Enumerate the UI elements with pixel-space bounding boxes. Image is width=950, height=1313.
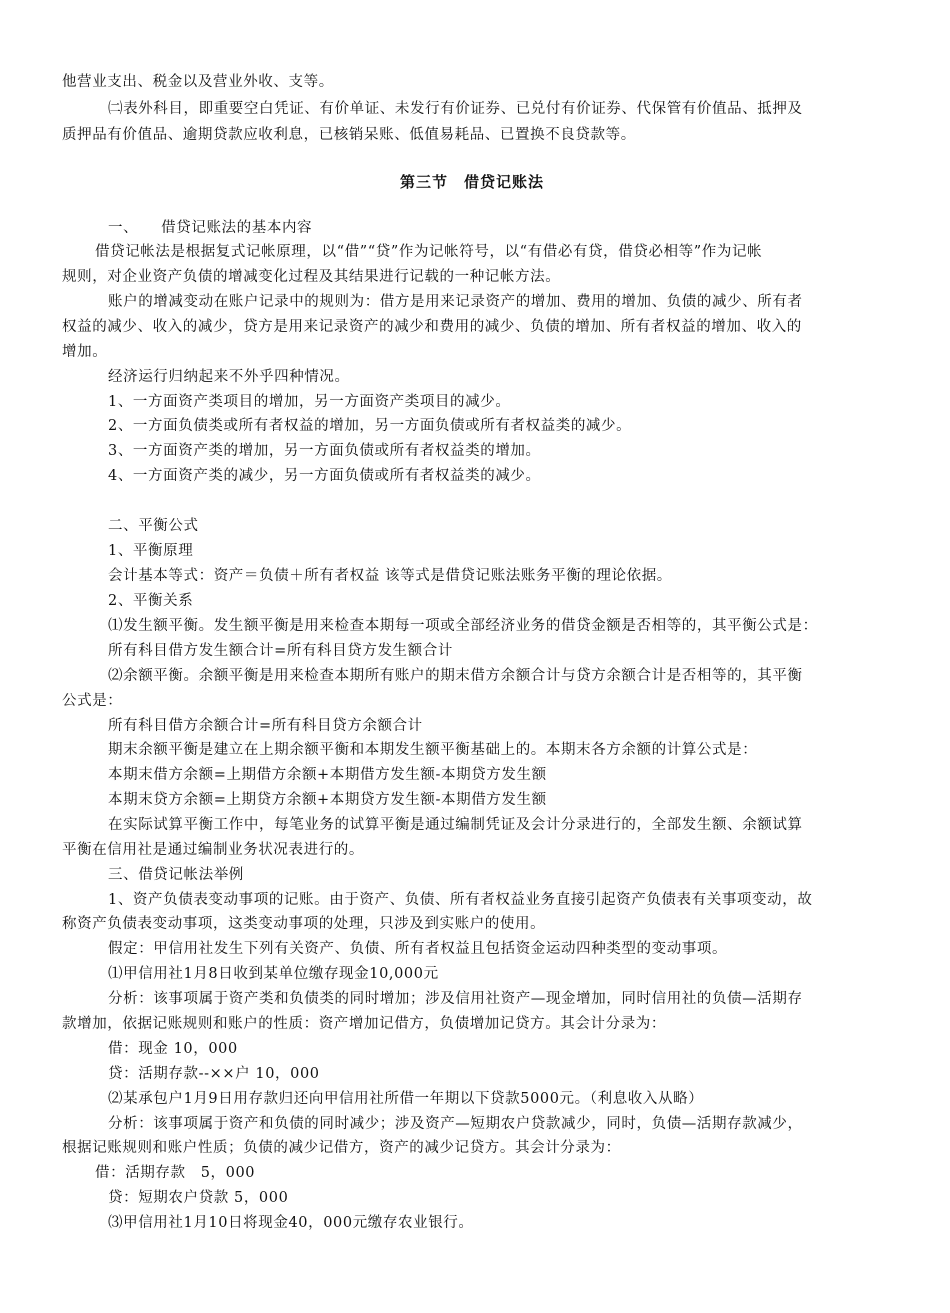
text-line: ⑴发生额平衡。发生额平衡是用来检查本期每一项或全部经济业务的借贷金额是否相等的，其平衡公式是： [108,618,818,634]
text-line: 借贷记帐法是根据复式记帐原理，以“借”“贷”作为记帐符号，以“有借必有贷，借贷必相等”作为记帐 [95,244,763,260]
text-line: 公式是： [62,693,123,709]
subheading: 1、平衡原理 [108,543,194,559]
text-line: 称资产负债表变动事项，这类变动事项的处理，只涉及到实账户的使用。 [62,916,546,932]
subheading: 2、平衡关系 [108,593,194,609]
text-line: 期末余额平衡是建立在上期余额平衡和本期发生额平衡基础上的。本期末各方余额的计算公式是： [108,742,758,758]
text-line: ㈡表外科目，即重要空白凭证、有价单证、未发行有价证券、已兑付有价证券、代保管有价值品、抵押及 [108,101,803,117]
heading: 二、平衡公式 [108,518,199,534]
text-line: 分析：该事项属于资产类和负债类的同时增加；涉及信用社资产—现金增加，同时信用社的负债—活期存 [108,991,803,1007]
heading: 三、借贷记帐法举例 [108,867,244,883]
text-line: 根据记账规则和账户性质；负债的减少记借方，资产的减少记贷方。其会计分录为： [62,1140,621,1156]
text-line: 款增加，依据记账规则和账户的性质：资产增加记借方，负债增加记贷方。其会计分录为： [62,1016,666,1032]
formula-line: 本期末贷方余额=上期贷方余额+本期贷方发生额-本期借方发生额 [108,792,547,808]
journal-entry-credit: 贷：短期农户贷款 5，000 [108,1190,289,1206]
text-line: 在实际试算平衡工作中，每笔业务的试算平衡是通过编制凭证及会计分录进行的，全部发生额、余额试算 [108,817,803,833]
formula-line: 本期末借方余额=上期借方余额+本期借方发生额-本期贷方发生额 [108,767,547,783]
text-line: 会计基本等式：资产＝负债＋所有者权益 该等式是借贷记账法账务平衡的理论依据。 [108,568,672,584]
list-item: 3、一方面资产类的增加，另一方面负债或所有者权益类的增加。 [108,443,541,459]
journal-entry-credit: 贷：活期存款--××户 10，000 [108,1066,320,1082]
text-line: 账户的增减变动在账户记录中的规则为：借方是用来记录资产的增加、费用的增加、负债的减少、所有者 [108,294,803,310]
list-item: 1、一方面资产类项目的增加，另一方面资产类项目的减少。 [108,394,511,410]
formula-line: 所有科目借方发生额合计=所有科目贷方发生额合计 [108,643,453,659]
text-line: ⑶甲信用社1月10日将现金40，000元缴存农业银行。 [108,1215,474,1231]
list-item: 2、一方面负债类或所有者权益的增加，另一方面负债或所有者权益类的减少。 [108,418,632,434]
heading: 一、 借贷记账法的基本内容 [108,220,313,236]
text-line: 假定：甲信用社发生下列有关资产、负债、所有者权益且包括资金运动四种类型的变动事项。 [108,941,728,957]
text-line: 他营业支出、税金以及营业外收、支等。 [62,74,334,90]
text-line: 增加。 [62,344,108,360]
text-line: 平衡在信用社是通过编制业务状况表进行的。 [62,842,364,858]
formula-line: 所有科目借方余额合计=所有科目贷方余额合计 [108,718,423,734]
text-line: ⑵某承包户1月9日用存款归还向甲信用社所借一年期以下贷款5000元。（利息收入从略） [108,1091,704,1107]
text-line: 分析：该事项属于资产和负债的同时减少；涉及资产—短期农户贷款减少，同时，负债—活期存款减少， [108,1116,803,1132]
text-line: 权益的减少、收入的减少，贷方是用来记录资产的减少和费用的减少、负债的增加、所有者权益的增加、收入的 [62,319,802,335]
text-line: ⑴甲信用社1月8日收到某单位缴存现金10,000元 [108,966,439,982]
text-line: 规则，对企业资产负债的增减变化过程及其结果进行记载的一种记帐方法。 [62,269,561,285]
text-line: 经济运行归纳起来不外乎四种情况。 [108,369,350,385]
text-line: 1、资产负债表变动事项的记账。由于资产、负债、所有者权益业务直接引起资产负债表有关事项变动，故 [108,892,813,908]
journal-entry-debit: 借：现金 10，000 [108,1041,238,1057]
journal-entry-debit: 借：活期存款 5，000 [95,1165,256,1181]
text-line: 质押品有价值品、逾期贷款应收利息，已核销呆账、低值易耗品、已置换不良贷款等。 [62,127,636,143]
list-item: 4、一方面资产类的减少，另一方面负债或所有者权益类的减少。 [108,468,541,484]
section-title: 第三节 借贷记账法 [400,173,545,191]
text-line: ⑵余额平衡。余额平衡是用来检查本期所有账户的期末借方余额合计与贷方余额合计是否相等的，其平衡 [108,668,803,684]
